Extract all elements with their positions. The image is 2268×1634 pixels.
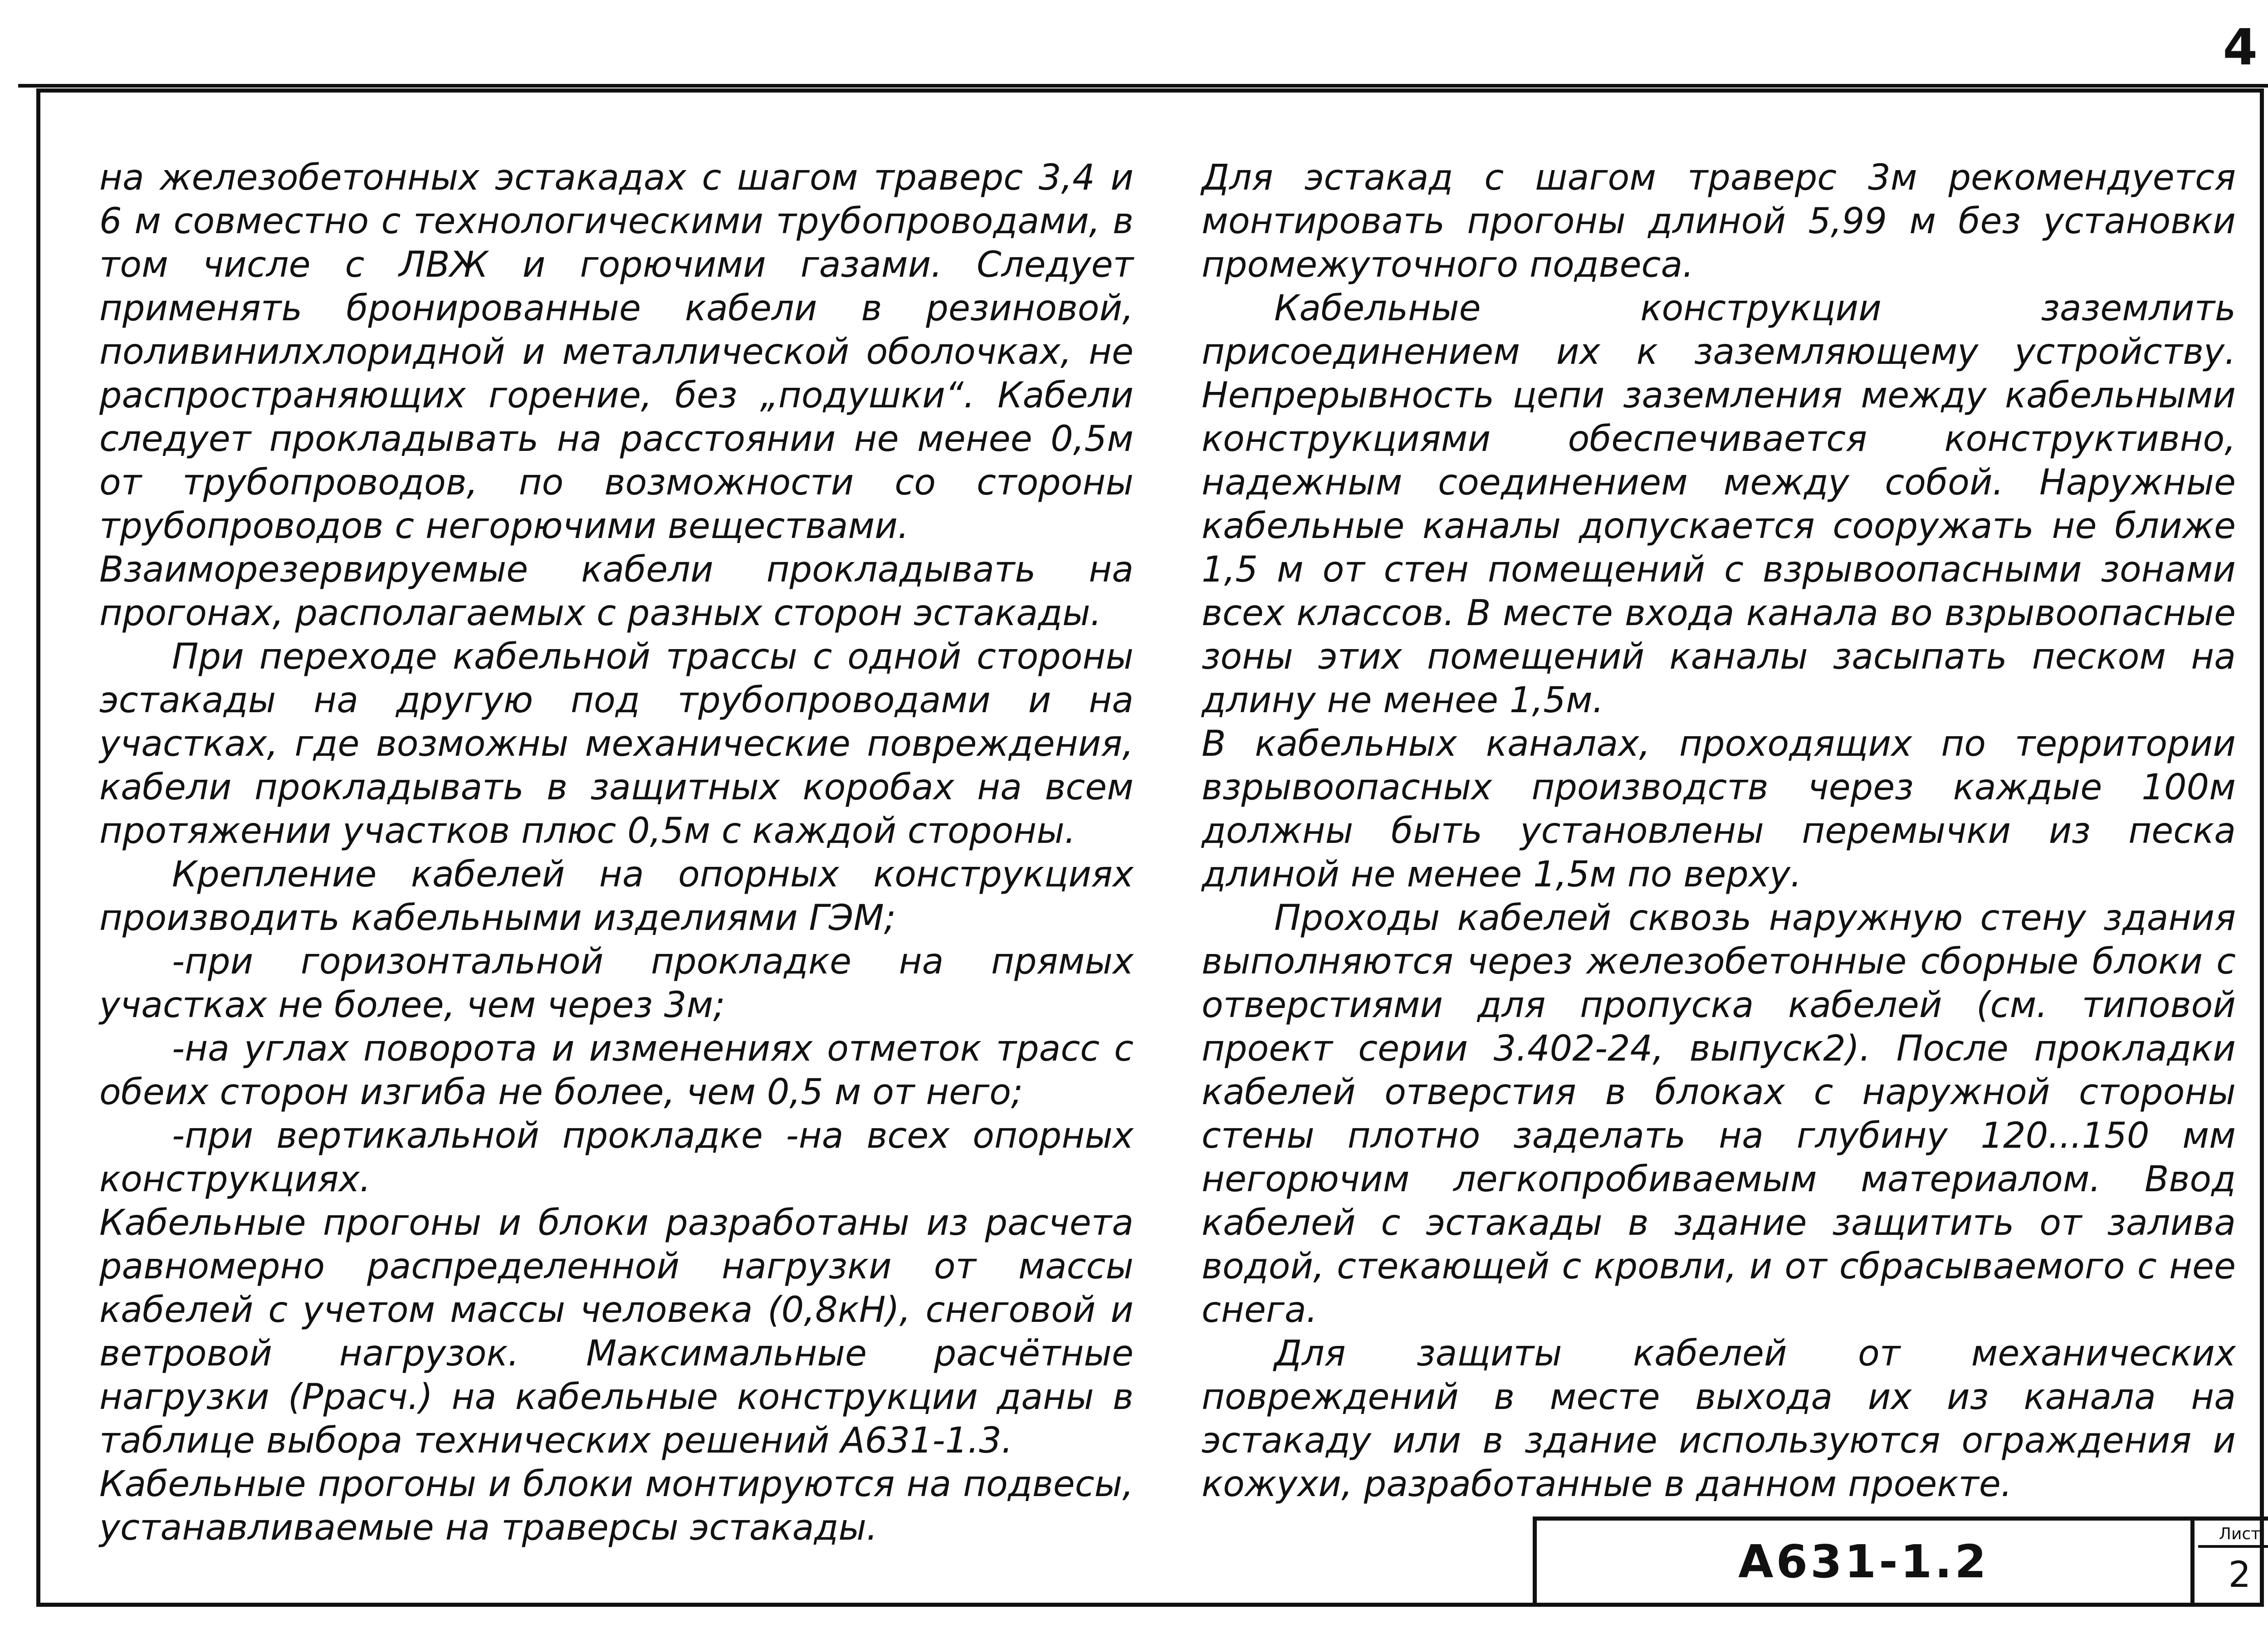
drawing-frame (36, 88, 2264, 1607)
title-stamp (1533, 1517, 2268, 1603)
right-paragraph-4: Проходы кабелей сквозь наружную стену здания выполняются через железобетонные сборные блоки с отверстиями для пропуска кабелей (см. типовой проект серии 3.402-24, выпуск2). После прокладки кабелей отверстия в блоках с наружной стороны стены плотно заделать на глубину 120...150 мм негорючим легкопробиваемым материалом. Ввод кабелей с эстакады в здание защитить от залива водой, стекающей с кровли, и от сбрасываемого с нее снега. (1202, 898, 2236, 1331)
left-paragraph-7: -при вертикальной прокладке -на всех опорных конструкциях. (99, 1115, 1134, 1200)
left-paragraph-2: Взаиморезервируемые кабели прокладывать на прогонах, располагаемых с разных сторон эстакады. (99, 549, 1134, 634)
left-paragraph-6: -на углах поворота и изменениях отметок трасс с обеих сторон изгиба не более, чем 0,5 м от него; (99, 1028, 1134, 1113)
drawing-code: А631-1.2 (1537, 1521, 2195, 1603)
sheet-label: Лист (2198, 1521, 2268, 1548)
right-text-column (1202, 156, 2236, 1506)
left-paragraph-1: на железобетонных эстакадах с шагом траверс 3,4 и 6 м совместно с технологическими трубопроводами, в том числе с ЛВЖ и горючими газами. Следует применять бронированные кабели в резиновой, поливинилхлоридной и металлической оболочках, не распространяющих горение, без „подушки“. Кабели следует прокладывать на расстоянии не менее 0,5м от трубопроводов, по возможности со стороны трубопроводов с негорючими веществами. (99, 157, 1134, 547)
right-paragraph-1: Для эстакад с шагом траверс 3м рекомендуется монтировать прогоны длиной 5,99 м без установки промежуточного подвеса. (1202, 157, 2236, 285)
right-paragraph-5: Для защиты кабелей от механических повреждений в месте выхода их из канала на эстакаду или в здание используются ограждения и кожухи, разработанные в данном проекте. (1202, 1333, 2236, 1505)
top-rule (18, 84, 2268, 88)
right-paragraph-2: Кабельные конструкции заземлить присоединением их к заземляющему устройству. Непрерывность цепи заземления между кабельными конструкциями обеспечивается конструктивно, надежным соединением между собой. Наружные кабельные каналы допускается сооружать не ближе 1,5 м от стен помещений с взрывоопасными зонами всех классов. В месте входа канала во взрывоопасные зоны этих помещений каналы засыпать песком на длину не менее 1,5м. (1202, 288, 2236, 721)
left-text-column (99, 156, 1134, 1550)
left-paragraph-8: Кабельные прогоны и блоки разработаны из расчета равномерно распределенной нагрузки от массы кабелей с учетом массы человека (0,8кН), снеговой и ветровой нагрузок. Максимальные расчётные нагрузки (Ррасч.) на кабельные конструкции даны в таблице выбора технических решений А631-1.3. (99, 1203, 1134, 1461)
left-paragraph-5: -при горизонтальной прокладке на прямых участках не более, чем через 3м; (99, 941, 1134, 1026)
page-number-top: 4 (2223, 18, 2259, 76)
sheet-number: 2 (2228, 1555, 2251, 1595)
left-paragraph-9: Кабельные прогоны и блоки монтируются на подвесы, устанавливаемые на траверсы эстакады. (99, 1464, 1134, 1548)
right-paragraph-3: В кабельных каналах, проходящих по территории взрывоопасных производств через каждые 100м должны быть установлены перемычки из песка длиной не менее 1,5м по верху. (1202, 724, 2236, 895)
left-paragraph-4: Крепление кабелей на опорных конструкциях производить кабельными изделиями ГЭМ; (99, 854, 1134, 939)
left-paragraph-3: При переходе кабельной трассы с одной стороны эстакады на другую под трубопроводами и на участках, где возможны механические повреждения, кабели прокладывать в защитных коробах на всем протяжении участков плюс 0,5м с каждой стороны. (99, 636, 1134, 851)
